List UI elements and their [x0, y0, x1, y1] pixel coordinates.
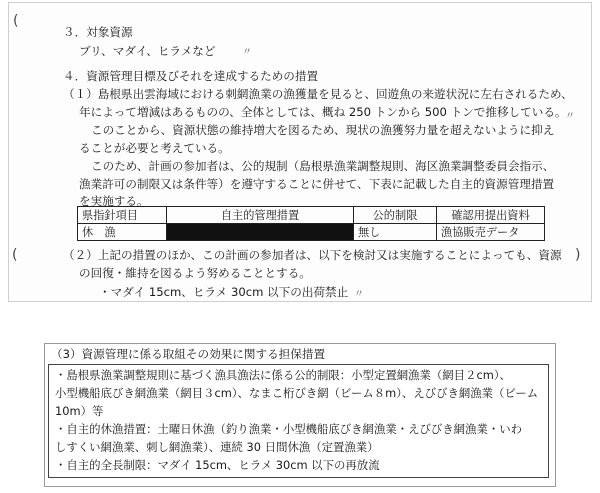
paragraph-1-line: を実施する。: [79, 194, 149, 208]
table-header-row: [78, 207, 545, 224]
guarantee-line: ・自主的休漁措置：土曜日休漁（釣り漁業・小型機船底びき網漁業・えびびき網漁業・いわ: [55, 422, 523, 436]
scan-mark: (: [13, 13, 19, 29]
scan-mark: 〃: [354, 289, 364, 300]
guarantee-measures-panel: [44, 343, 556, 487]
table-cell: 休 漁: [78, 224, 167, 241]
paragraph-1-line: このため、計画の参加者は、公的規制（島根県漁業調整規則、海区漁業調整委員会指示、: [91, 159, 555, 173]
paragraph-1-line: 漁業許可の制限又は条件等）を遵守することに併せて、下表に記載した自主的資源管理措置: [79, 177, 555, 191]
section-3-heading: ３．対象資源: [63, 25, 133, 39]
guarantee-line: 10m）等: [55, 404, 104, 418]
guarantee-line: ・島根県漁業調整規則に基づく漁具漁法に係る公的制限：小型定置網漁業（網目２cm）、: [55, 368, 511, 382]
paragraph-1-line: このことから、資源状態の維持増大を図るため、現状の漁獲努力量を超えないように抑え: [91, 123, 555, 137]
scan-mark: ): [575, 247, 581, 263]
paragraph-2-line: （２）上記の措置のほか、この計画の参加者は、以下を検討又は実施することによっても、資源: [63, 248, 562, 262]
table-header: 自主的管理措置: [167, 207, 354, 224]
scan-mark: (: [12, 247, 18, 263]
guarantee-line: ・自主的全長制限：マダイ 15cm、ヒラメ 30cm 以下の再放流: [55, 458, 380, 472]
table-row: [78, 224, 545, 241]
guarantee-heading: （3）資源管理に係る取組その効果に関する担保措置: [51, 347, 326, 361]
section-4-heading: ４．資源管理目標及びそれを達成するための措置: [63, 69, 319, 83]
paragraph-1-line: 年によって増減はあるものの、全体としては、概ね 250 トンから 500 トンで推移している。: [79, 105, 567, 119]
measures-document-page: [8, 2, 592, 302]
paragraph-1-line: （１）島根県出雲海域における刺網漁業の漁獲量を見ると、回遊魚の来遊状況に左右されるため、: [63, 87, 573, 101]
paragraph-2-line: の回復・維持を図るよう努めることとする。: [79, 266, 311, 280]
table-cell: 無し: [354, 224, 437, 241]
table-header: 県指針項目: [78, 207, 167, 224]
guarantee-line: 小型機船底びき網漁業（網目３cm）、なまこ桁びき網（ビーム８m）、えびびき網漁業（ビーム: [55, 386, 539, 400]
guarantee-line: しすくい網漁業、刺し網漁業）、連続 30 日間休漁（定置漁業）: [55, 440, 379, 454]
guarantee-box: [48, 364, 549, 478]
redacted-cell: [167, 224, 354, 241]
scan-mark: 〃: [565, 111, 575, 122]
scan-mark: 〃: [242, 47, 252, 58]
paragraph-1-line: ることが必要と考えている。: [79, 141, 230, 155]
table-header: 確認用提出資料: [437, 207, 545, 224]
paragraph-2-line: ・マダイ 15cm、ヒラメ 30cm 以下の出荷禁止: [99, 285, 349, 299]
table-cell: 漁協販売データ: [437, 224, 545, 241]
target-species: ブリ、マダイ、ヒラメなど: [79, 44, 216, 58]
management-measures-table: [77, 206, 545, 241]
table-header: 公的制限: [354, 207, 437, 224]
